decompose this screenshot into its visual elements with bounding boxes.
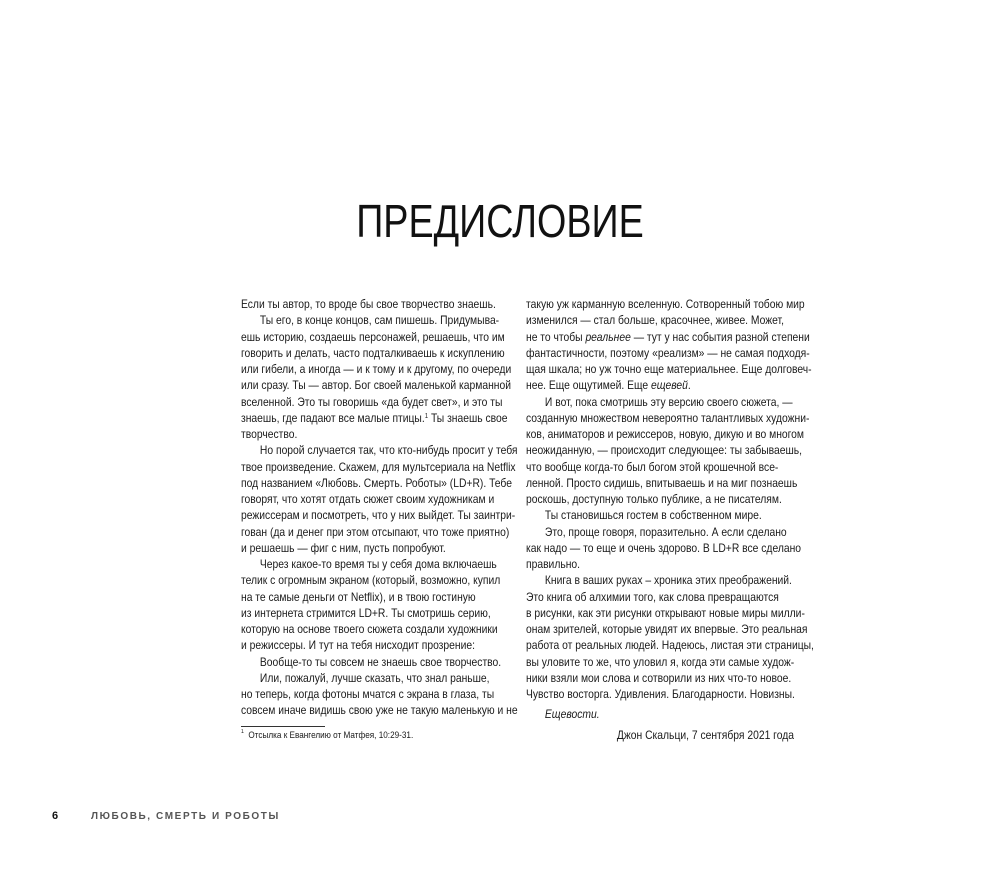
text-line-content: неожиданную, — происходит следующее: ты забываешь, xyxy=(526,443,803,458)
text-line-content: твое произведение. Скажем, для мультсериала на Netflix xyxy=(241,459,516,474)
closing-line: Ещевости. xyxy=(544,707,600,722)
text-line xyxy=(526,296,805,312)
text-line xyxy=(526,329,810,345)
text-line xyxy=(241,426,471,442)
text-line-content: онам зрителей, которые увидят их впервые. Это реальная xyxy=(526,622,808,636)
text-line xyxy=(526,426,805,442)
text-line-content: изменился — стал больше, красочнее, живее. Может, xyxy=(526,313,784,328)
text-line xyxy=(526,572,792,588)
text-line-content: и режиссеры. И тут на тебя нисходит прозрение: xyxy=(241,638,475,653)
running-head: ЛЮБОВЬ, СМЕРТЬ И РОБОТЫ xyxy=(91,811,280,822)
text-line-content: и решаешь — фиг с ним, пусть попробуют. xyxy=(241,540,446,555)
text-line-content: вы уловите то же, что уловил я, когда эти самые худож- xyxy=(526,654,795,669)
text-line xyxy=(241,361,512,377)
text-line xyxy=(241,312,500,328)
text-line xyxy=(241,670,490,686)
footnote xyxy=(241,730,413,741)
text-line xyxy=(241,442,518,458)
text-line-content: под названием «Любовь. Смерть. Роботы» (LD+R). Тебе xyxy=(241,475,512,490)
text-line-content: телик с огромным экраном (который, возможно, купил xyxy=(241,573,501,588)
text-line xyxy=(526,442,803,458)
text-line-content: такую уж карманную вселенную. Сотворенный тобою мир xyxy=(526,297,805,311)
text-line xyxy=(241,540,471,556)
text-line xyxy=(241,654,502,670)
text-line-content: ешь историю, создаешь персонажей, решаешь, что им xyxy=(241,329,505,344)
text-line-content: Если ты автор, то вроде бы свое творчество знаешь. xyxy=(241,297,496,311)
text-line-continuation: . xyxy=(687,378,691,393)
text-line-content: Ты становишься гостем в собственном мире. xyxy=(544,508,762,523)
text-line-content: нее. Еще ощутимей. Еще xyxy=(526,378,651,393)
text-line xyxy=(526,524,787,540)
text-line-content: которую на основе твоего сюжета создали художники xyxy=(241,622,498,636)
text-line xyxy=(241,637,475,653)
text-line xyxy=(526,410,810,426)
text-line-content: гован (да и денег при этом отсыпают, что тоже приятно) xyxy=(241,524,510,539)
text-line-continuation: — тут у нас события разной степени xyxy=(630,329,810,344)
text-line-content: режиссерам и посмотреть, что у них выйдет. Ты заинтри- xyxy=(241,508,516,523)
footnote-text: Отсылка к Евангелию от Матфея, 10:29-31. xyxy=(248,730,414,741)
footnote-reference: 1 xyxy=(424,412,429,420)
right-column xyxy=(526,296,814,743)
text-line-content: говорить и делать, часто подталкиваешь к искуплению xyxy=(241,345,505,360)
text-line xyxy=(526,654,795,670)
text-line-content: Ты его, в конце концов, сам пишешь. Придумыва- xyxy=(259,313,500,328)
text-line xyxy=(241,524,510,540)
text-line-content: Или, пожалуй, лучше сказать, что знал раньше, xyxy=(259,670,490,685)
signature: Джон Скальци, 7 сентября 2021 года xyxy=(616,727,794,742)
text-line-content: работа от реальных людей. Надеюсь, листая эти страницы, xyxy=(526,638,814,653)
text-line-content: Книга в ваших руках – хроника этих преображений. xyxy=(544,573,792,588)
text-line xyxy=(241,394,503,410)
text-line-content: ков, аниматоров и режиссеров, новую, дикую и во многом xyxy=(526,427,805,441)
footnote-divider xyxy=(241,726,325,727)
text-line xyxy=(241,475,512,491)
text-line-content: Чувство восторга. Удивления. Благодарности. Новизны. xyxy=(526,687,795,701)
text-line-content: из интернета стримится LD+R. Ты смотришь серию, xyxy=(241,605,491,620)
text-line xyxy=(241,410,508,426)
text-line xyxy=(241,491,495,507)
emphasis: реальнее xyxy=(585,329,631,344)
text-line xyxy=(526,475,798,491)
text-line-content: не то чтобы xyxy=(526,329,586,344)
text-line xyxy=(526,686,795,702)
text-line-content: как надо — то еще и очень здорово. В LD+R все сделано xyxy=(526,540,802,555)
text-line xyxy=(526,589,779,605)
text-line xyxy=(241,329,505,345)
text-line xyxy=(526,345,810,361)
text-line-content: совсем иначе видишь свою уже не такую маленькую и не xyxy=(241,703,518,718)
text-line-content: ленной. Просто сидишь, впитываешь и на миг познаешь xyxy=(526,475,798,490)
text-line xyxy=(241,459,516,475)
text-line-content: в рисунки, как эти рисунки открывают новые миры милли- xyxy=(526,605,805,620)
text-line-content: фантастичности, поэтому «реализм» — не самая подходя- xyxy=(526,345,810,360)
text-line-content: созданную множеством невероятно талантливых художни- xyxy=(526,410,810,425)
text-line xyxy=(241,686,495,702)
text-line-content: или гибели, а иногда — и к тому и к другому, по очереди xyxy=(241,362,512,376)
text-line-content: на те самые деньги от Netflix), и в твою гостиную xyxy=(241,589,476,604)
text-line-content: щая шкала; но уж точно еще материальнее. Еще долговеч- xyxy=(526,362,812,376)
text-line xyxy=(526,459,779,475)
text-line xyxy=(241,556,497,572)
text-line-content: знаешь, где падают все малые птицы. xyxy=(241,410,425,425)
text-line xyxy=(526,605,805,621)
text-line xyxy=(241,702,518,718)
page-number: 6 xyxy=(52,810,59,822)
text-line xyxy=(526,491,782,507)
left-column xyxy=(241,296,518,719)
text-line xyxy=(241,572,501,588)
footnote-marker: 1 xyxy=(241,729,244,735)
text-line-content: Через какое-то время ты у себя дома включаешь xyxy=(259,557,497,571)
text-line xyxy=(526,621,808,637)
text-line-content: И вот, пока смотришь эту версию своего сюжета, — xyxy=(544,394,793,409)
emphasis: ещевей xyxy=(650,378,688,393)
text-line xyxy=(526,637,814,653)
text-line-content: или сразу. Ты — автор. Бог своей маленькой карманной xyxy=(241,378,511,393)
text-line-continuation: Ты знаешь свое xyxy=(428,410,508,425)
text-line xyxy=(526,377,756,393)
text-line xyxy=(526,556,756,572)
text-line xyxy=(241,296,496,312)
text-line-content: что вообще когда-то был богом этой крошечной все- xyxy=(526,459,779,474)
text-line-content: роскошь, доступную только публике, а не писателям. xyxy=(526,492,782,506)
text-line-content: Вообще-то ты совсем не знаешь свое творчество. xyxy=(259,654,502,669)
text-line xyxy=(241,507,516,523)
text-line xyxy=(526,312,784,328)
page-title: ПРЕДИСЛОВИЕ xyxy=(356,195,644,247)
text-line-content: вселенной. Это ты говоришь «да будет свет», и это ты xyxy=(241,394,503,409)
text-line xyxy=(526,670,792,686)
text-line-content: ники взяли мои слова и сотворили из них что-то новое. xyxy=(526,670,792,685)
text-line xyxy=(526,507,762,523)
text-line xyxy=(241,589,476,605)
text-line-content: но теперь, когда фотоны мчатся с экрана в глаза, ты xyxy=(241,687,495,701)
text-line xyxy=(526,361,812,377)
text-line xyxy=(241,621,498,637)
text-line-content: Это книга об алхимии того, как слова превращаются xyxy=(526,589,779,604)
text-line-content: говорят, что хотят отдать сюжет своим художникам и xyxy=(241,492,495,506)
text-line-content: правильно. xyxy=(526,557,581,571)
text-line-content: Но порой случается так, что кто-нибудь просит у тебя xyxy=(259,443,518,458)
text-line-content: творчество. xyxy=(241,427,298,441)
text-line xyxy=(241,345,505,361)
text-line xyxy=(526,540,802,556)
text-line xyxy=(241,605,491,621)
text-line xyxy=(526,394,793,410)
text-line-content: Это, проще говоря, поразительно. А если сделано xyxy=(544,524,787,539)
text-line xyxy=(241,377,511,393)
